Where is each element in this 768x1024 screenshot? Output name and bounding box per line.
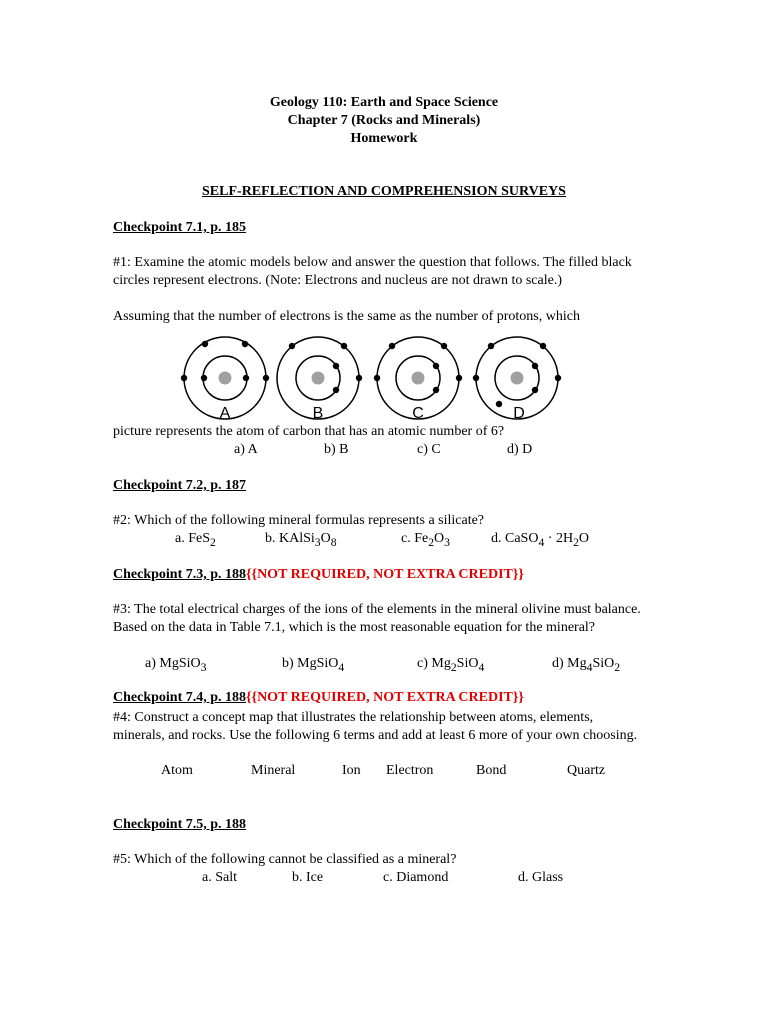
atom-c [374, 337, 462, 422]
atom-b [277, 337, 362, 422]
checkpoint-7-5-title: Checkpoint 7.5, p. 188 [113, 817, 247, 832]
q1-option-b[interactable]: b) B [324, 442, 349, 457]
atom-label-c: C [412, 405, 424, 422]
q5-option-c[interactable]: c. Diamond [383, 870, 449, 885]
question-1-line3: picture represents the atom of carbon that has an atomic number of 6? [113, 424, 505, 439]
checkpoint-7-1-title: Checkpoint 7.1, p. 185 [113, 220, 247, 235]
question-1-line2: Assuming that the number of electrons is the same as the number of protons, which [113, 309, 580, 324]
not-required-note-7-4: {{NOT REQUIRED, NOT EXTRA CREDIT}} [246, 690, 524, 705]
question-5-text: #5: Which of the following cannot be classified as a mineral? [113, 852, 457, 867]
question-1-text: #1: Examine the atomic models below and answer the question that follows. The filled black circles represent electrons. (Note: Electrons and nucleus are not drawn to scale.) [113, 255, 632, 288]
q3-option-b[interactable]: b) MgSiO$_4$ [282, 656, 345, 674]
atomic-models-figure [170, 330, 570, 425]
q1-option-a[interactable]: a) A [234, 442, 258, 457]
atom-label-d: D [513, 405, 525, 422]
chapter-title: Chapter 7 (Rocks and Minerals) [287, 113, 481, 128]
checkpoint-7-2-title: Checkpoint 7.2, p. 187 [113, 478, 247, 493]
q2-option-d[interactable]: d. CaSO$_4$ · $2H_2O$ [491, 531, 590, 549]
q5-option-a[interactable]: a. Salt [202, 870, 237, 885]
q1-option-c[interactable]: c) C [417, 442, 441, 457]
not-required-note-7-3: {{NOT REQUIRED, NOT EXTRA CREDIT}} [246, 567, 524, 582]
q2-option-a[interactable]: a. FeS$_2$ [175, 531, 216, 549]
atom-d [473, 337, 561, 422]
checkpoint-7-3-heading [113, 566, 524, 584]
atom-label-a: A [219, 405, 231, 422]
term-quartz: Quartz [567, 763, 606, 778]
q2-option-c[interactable]: c. $Fe_2O_3$ [401, 531, 450, 549]
term-ion: Ion [342, 763, 361, 778]
checkpoint-7-4-title: Checkpoint 7.4, p. 188 [113, 690, 247, 705]
term-mineral: Mineral [251, 763, 296, 778]
atom-label-b: B [312, 405, 324, 422]
q1-option-d[interactable]: d) D [507, 442, 533, 457]
checkpoint-7-4-heading [113, 689, 524, 707]
term-bond: Bond [476, 763, 507, 778]
q5-option-b[interactable]: b. Ice [292, 870, 324, 885]
question-2-text: #2: Which of the following mineral formulas represents a silicate? [113, 513, 485, 528]
checkpoint-7-3-title: Checkpoint 7.3, p. 188 [113, 567, 247, 582]
course-title: Geology 110: Earth and Space Science [269, 95, 499, 110]
q5-option-d[interactable]: d. Glass [518, 870, 564, 885]
homework-title: Homework [350, 131, 418, 146]
atom-a [181, 337, 269, 422]
term-electron: Electron [386, 763, 434, 778]
question-4-text: #4: Construct a concept map that illustrates the relationship between atoms, elements, minerals, and rocks. Use the following 6 terms and add at least 6 more of your own choosing. [113, 710, 638, 743]
question-3-text: #3: The total electrical charges of the ions of the elements in the mineral olivine must balance. Based on the data in Table 7.1, which is the most reasonable equation for the mineral? [113, 602, 641, 635]
q2-option-b[interactable]: b. $KAlSi_3O_8$ [265, 531, 337, 549]
q3-option-c[interactable]: c) $Mg_2SiO_4$ [417, 656, 485, 674]
section-title: SELF-REFLECTION AND COMPREHENSION SURVEYS [202, 184, 566, 199]
q3-option-d[interactable]: d) $Mg_4SiO_2$ [552, 656, 621, 674]
q3-option-a[interactable]: a) MgSiO$_3$ [145, 656, 207, 674]
term-atom: Atom [161, 763, 193, 778]
